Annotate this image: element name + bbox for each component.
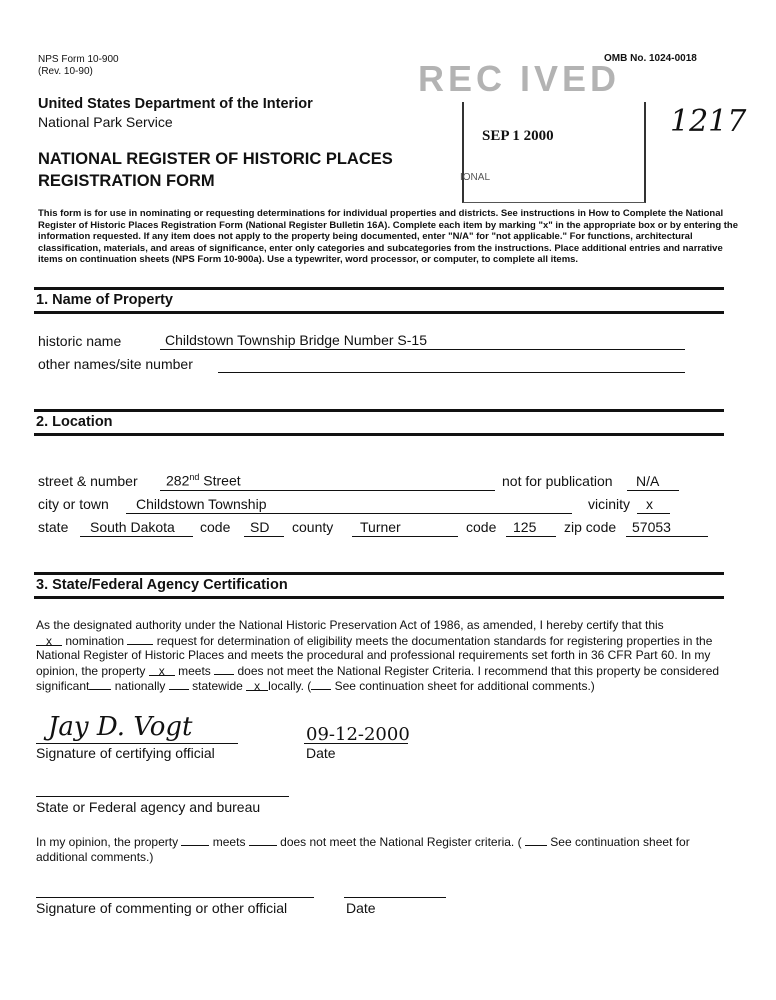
certification-paragraph: As the designated authority under the National Historic Preservation Act of 1986, as amended, I hereby certify that this x nomination request for determination of eligibility meets the documentation standards for registering properties in the National Register of Historic Places and meets the procedural and professional requirements set forth in 36 CFR Part 60. In my opinion, the property x meets does not meet the National Register Criteria. I recommend that this property be considered significant nationally statewide x locally. ( See continuation sheet for additional comments.)	[36, 618, 720, 693]
county-value: Turner	[360, 519, 401, 535]
meets-mark: x	[149, 664, 175, 676]
omb-number: OMB No. 1024-0018	[604, 53, 697, 64]
zip-line	[626, 536, 708, 537]
section-title: 2. Location	[36, 414, 113, 430]
signature-line	[36, 743, 238, 744]
certifying-date-handwritten: 09-12-2000	[306, 724, 410, 745]
received-stamp-text: REC IVED	[418, 58, 621, 99]
state-value: South Dakota	[90, 519, 175, 535]
state-code-value: SD	[250, 519, 270, 535]
nationally-blank	[89, 678, 111, 690]
historic-name-value: Childstown Township Bridge Number S-15	[165, 332, 427, 348]
signature-label: Signature of certifying official	[36, 745, 215, 761]
vicinity-value: x	[646, 496, 653, 512]
received-stamp-box	[462, 102, 646, 203]
statewide-blank	[169, 678, 189, 690]
continuation-blank	[311, 678, 331, 690]
section-rule	[34, 572, 724, 575]
county-line	[352, 536, 458, 537]
agency-line	[36, 796, 289, 797]
section-rule	[34, 287, 724, 290]
county-label: county	[292, 519, 334, 535]
section-rule	[34, 311, 724, 314]
vicinity-line	[637, 513, 670, 514]
section-rule	[34, 596, 724, 599]
form-number: NPS Form 10-900	[38, 54, 119, 65]
county-code-value: 125	[513, 519, 537, 535]
state-label: state	[38, 519, 69, 535]
not-for-publication-label: not for publication	[502, 473, 613, 489]
county-code-label: code	[466, 519, 497, 535]
not-for-publication-line	[627, 490, 679, 491]
commenting-date-label: Date	[346, 900, 376, 916]
opinion-does-not-meet-blank	[249, 834, 277, 846]
other-names-line	[218, 372, 685, 373]
historic-name-label: historic name	[38, 333, 122, 349]
agency-name: National Park Service	[38, 114, 173, 130]
state-code-label: code	[200, 519, 231, 535]
received-stamp-date: SEP 1 2000	[482, 128, 554, 144]
form-title-line1: NATIONAL REGISTER OF HISTORIC PLACES	[38, 150, 393, 168]
county-code-line	[506, 536, 556, 537]
section-title: 3. State/Federal Agency Certification	[36, 577, 288, 593]
agency-label: State or Federal agency and bureau	[36, 799, 261, 815]
street-line	[160, 490, 495, 491]
received-stamp-partial: IONAL	[460, 172, 491, 183]
locally-mark: x	[246, 679, 268, 691]
city-line	[126, 513, 572, 514]
state-code-line	[244, 536, 284, 537]
certifying-signature: Jay D. Vogt	[48, 712, 193, 742]
opinion-continuation-blank	[525, 834, 547, 846]
vicinity-label: vicinity	[588, 496, 631, 512]
commenting-date-line	[344, 897, 446, 898]
section-rule	[34, 409, 724, 412]
historic-name-line	[160, 349, 685, 350]
nomination-mark: x	[36, 634, 62, 646]
department-name: United States Department of the Interior	[38, 96, 313, 112]
commenting-signature-label: Signature of commenting or other official	[36, 900, 288, 916]
form-instructions: This form is for use in nominating or requesting determinations for individual properties and districts. See instructions in How to Complete the National Register of Historic Places Registration Form (National Register Bulletin 16A). Complete each item by marking "x" in the appropriate box or by entering the information requested. If any item does not apply to the property being documented, enter "N/A" for "not applicable." For functions, architectural classification, materials, and areas of significance, enter only categories and subcategories from the instructions. Place additional entries and narrative items on continuation sheets (NPS Form 10-900a). Use a typewriter, word processor, or computer, to complete all items.	[38, 208, 739, 265]
state-line	[80, 536, 193, 537]
opinion-meets-blank	[181, 834, 209, 846]
street-label: street & number	[38, 473, 138, 489]
opinion-paragraph: In my opinion, the property meets does not meet the National Register criteria. ( See continuation sheet for additional comments.)	[36, 835, 690, 864]
zip-value: 57053	[632, 519, 671, 535]
section-rule	[34, 433, 724, 436]
other-names-label: other names/site number	[38, 356, 193, 372]
date-line	[304, 743, 408, 744]
determination-blank	[127, 633, 153, 645]
city-value: Childstown Township	[136, 496, 267, 512]
not-for-publication-value: N/A	[636, 473, 660, 489]
does-not-meet-blank	[214, 663, 234, 675]
section-title: 1. Name of Property	[36, 292, 173, 308]
street-value: 282nd Street	[166, 472, 241, 489]
handwritten-reference-number: 1217	[670, 104, 747, 139]
city-label: city or town	[38, 496, 109, 512]
commenting-signature-line	[36, 897, 314, 898]
form-revision: (Rev. 10-90)	[38, 66, 93, 77]
form-title-line2: REGISTRATION FORM	[38, 172, 215, 190]
date-label: Date	[306, 745, 336, 761]
zip-label: zip code	[564, 519, 617, 535]
